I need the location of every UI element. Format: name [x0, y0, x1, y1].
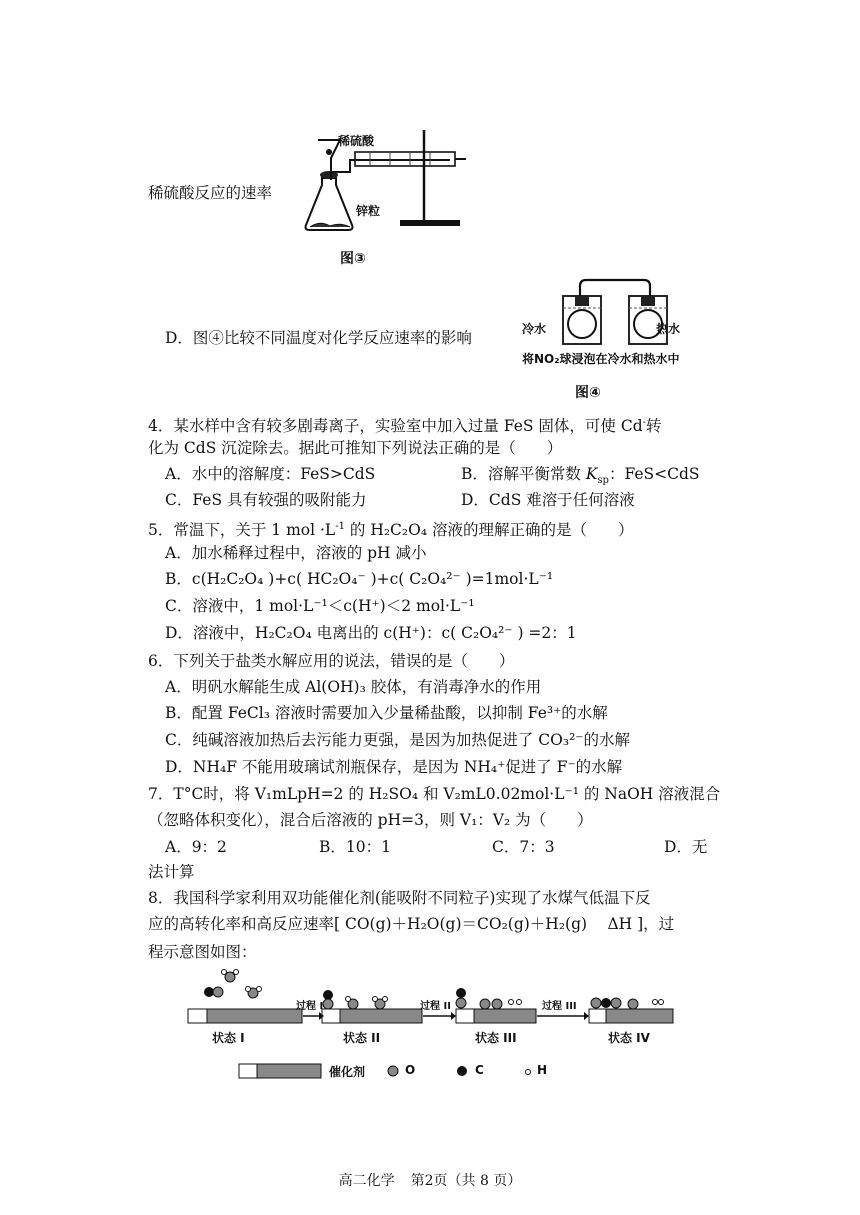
fig4-label-hot: 热水 — [656, 322, 681, 336]
fig4-option-d: D．图④比较不同温度对化学反应速率的影响 — [165, 329, 472, 347]
state-label-2: 状态 II — [343, 1031, 381, 1045]
step-label-1: 过程 I — [296, 1001, 324, 1012]
q4-option-a: A．水中的溶解度：FeS>CdS — [165, 465, 376, 483]
catalyst-slab-3 — [456, 1009, 536, 1023]
fig3-label-zinc: 锌粒 — [356, 204, 381, 218]
fig4-label-cold: 冷水 — [522, 322, 547, 336]
legend-h-label: H — [537, 1063, 548, 1077]
process-diagram — [185, 965, 685, 1085]
footer-page-number: 第2页（共 8 页） — [410, 1173, 522, 1189]
figure-3-apparatus — [300, 130, 470, 270]
q6-option-d: D．NH₄F 不能用玻璃试剂瓶保存，是因为 NH₄⁺促进了 F⁻的水解 — [165, 758, 623, 776]
q7-option-d: D．无 — [664, 838, 708, 856]
q4-stem-line1: 4．某水样中含有较多剧毒离子，实验室中加入过量 FeS 固体，可使 Cd-转 — [148, 417, 662, 436]
step-label-3: 过程 III — [542, 1001, 577, 1012]
footer-subject: 高二化学 — [338, 1173, 395, 1189]
step-label-2: 过程 II — [420, 1001, 451, 1012]
legend-o-symbol — [388, 1066, 398, 1076]
q4-option-b-pre: B．溶解平衡常数 — [461, 465, 586, 483]
fig4-caption: 图④ — [575, 385, 601, 401]
q8-stem-line1: 8．我国科学家利用双功能催化剂(能吸附不同粒子)实现了水煤气低温下反 — [148, 889, 651, 907]
q7-option-b: B．10：1 — [319, 838, 391, 856]
q8-stem-line2: 应的高转化率和高反应速率[ CO(g)＋H₂O(g)＝CO₂(g)＋H₂(g) ΔH ]，过 — [148, 915, 675, 933]
q5-option-a: A．加水稀释过程中，溶液的 pH 减小 — [165, 544, 427, 562]
q6-option-b: B．配置 FeCl₃ 溶液时需要加入少量稀盐酸，以抑制 Fe³⁺的水解 — [165, 704, 608, 722]
fig3-label-acid: 稀硫酸 — [338, 134, 375, 148]
catalyst-slab-2 — [322, 1009, 422, 1023]
q6-option-a: A．明矾水解能生成 Al(OH)₃ 胶体，有消毒净水的作用 — [165, 678, 542, 696]
q5-stem-text: 5．常温下，关于 1 mol ·L — [148, 521, 336, 540]
q5-option-d: D．溶液中，H₂C₂O₄ 电离出的 c(H⁺)：c( C₂O₄²⁻ ) =2：1 — [165, 624, 577, 642]
q5-option-b: B．c(H₂C₂O₄ )+c( HC₂O₄⁻ )+c( C₂O₄²⁻ )=1mol·L⁻¹ — [165, 570, 554, 588]
state-label-1: 状态 I — [212, 1031, 245, 1045]
fig3-caption: 图③ — [340, 251, 366, 267]
legend-catalyst-swatch — [239, 1064, 321, 1078]
catalyst-slab-1 — [188, 1009, 302, 1023]
q4-stem-line1-tail: 转 — [646, 417, 662, 436]
q7-stem-line1: 7．T°C时，将 V₁mLpH=2 的 H₂SO₄ 和 V₂mL0.02mol·L⁻¹ 的 NaOH 溶液混合 — [148, 785, 721, 803]
state-label-4: 状态 IV — [608, 1031, 650, 1045]
page-footer — [0, 1170, 860, 1190]
q5-stem-tail: 的 H₂C₂O₄ 溶液的理解正确的是（ ） — [344, 521, 634, 540]
q7-stem-line2: （忽略体积变化），混合后溶液的 pH=3，则 V₁：V₂ 为（ ） — [148, 811, 593, 829]
fig4-description: 将NO₂球浸泡在冷水和热水中 — [522, 352, 680, 366]
q5-option-c: C．溶液中，1 mol·L⁻¹＜c(H⁺)＜2 mol·L⁻¹ — [165, 597, 475, 615]
legend-c-symbol — [457, 1066, 467, 1076]
state-label-3: 状态 III — [475, 1031, 517, 1045]
legend-o-label: O — [405, 1063, 416, 1077]
legend-catalyst-label: 催化剂 — [329, 1065, 366, 1079]
q7-option-a: A．9：2 — [165, 838, 227, 856]
q5-stem: 5．常温下，关于 1 mol $\cdot L^{-1}$ 的 H₂C₂O₄ 溶液的理解正确的是（ ） — [148, 521, 634, 540]
q4-option-b-sub: sp — [597, 475, 609, 487]
q6-option-c: C．纯碱溶液加热后去污能力更强，是因为加热促进了 CO₃²⁻的水解 — [165, 731, 630, 749]
q4-option-b-post: ：FeS<CdS — [608, 465, 700, 483]
q8-stem-line3: 程示意图如图： — [148, 943, 257, 961]
legend-c-label: C — [475, 1063, 484, 1077]
legend-h-symbol — [526, 1070, 531, 1075]
q7-option-c: C．7：3 — [492, 838, 555, 856]
fig3-prefix-text: 稀硫酸反应的速率 — [148, 184, 273, 202]
q6-stem: 6．下列关于盐类水解应用的说法，错误的是（ ） — [148, 652, 515, 670]
q4-stem-line1-text: 4．某水样中含有较多剧毒离子，实验室中加入过量 FeS 固体，可使 Cd — [148, 417, 643, 436]
q7-option-d-continued: 法计算 — [148, 863, 195, 881]
q4-option-c: C．FeS 具有较强的吸附能力 — [165, 491, 367, 509]
q4-option-d: D．CdS 难溶于任何溶液 — [461, 491, 635, 509]
catalyst-slab-4 — [589, 1009, 673, 1023]
q4-option-b-k: K — [585, 465, 598, 483]
q4-stem-line2: 化为 CdS 沉淀除去。据此可推知下列说法正确的是（ ） — [148, 439, 563, 457]
figure-4-apparatus — [545, 278, 685, 348]
